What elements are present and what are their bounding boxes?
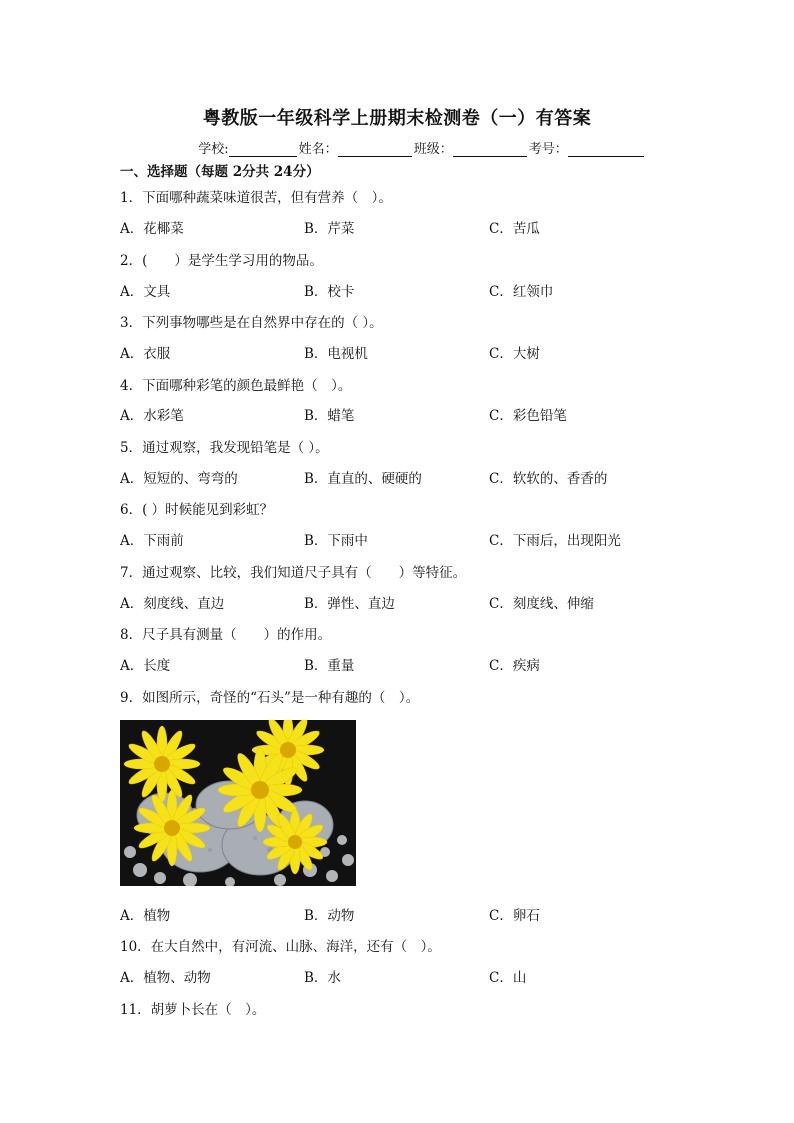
q2-option-b[interactable]: B．校卡 [304,284,355,300]
question-8: 8．尺子具有测量（ ）的作用。 [120,627,332,643]
number-blank[interactable] [568,142,644,157]
question-1: 1．下面哪种蔬菜味道很苦，但有营养（ ）。 [120,190,392,206]
question-9: 9．如图所示，奇怪的“石头”是一种有趣的（ ）。 [120,690,420,706]
student-info-row [0,138,794,157]
q8-option-b[interactable]: B．重量 [304,658,355,674]
school-field [198,138,298,157]
q9-option-b[interactable]: B．动物 [304,908,355,924]
question-7: 7．通过观察、比较，我们知道尺子具有（ ）等特征。 [120,565,467,581]
question-5: 5．通过观察，我发现铅笔是（ ）。 [120,440,329,456]
class-blank[interactable] [453,142,527,157]
page-title: 粤教版一年级科学上册期末检测卷（一）有答案 [202,108,592,129]
q3-option-b[interactable]: B．电视机 [304,346,368,362]
school-label: 学校: [198,142,229,157]
q1-option-b[interactable]: B．芹菜 [304,221,355,237]
class-field [414,138,529,157]
q3-option-a[interactable]: A．衣服 [120,346,171,362]
q10-option-b[interactable]: B．水 [304,970,341,986]
q6-option-b[interactable]: B．下雨中 [304,533,368,549]
q6-option-a[interactable]: A．下雨前 [120,533,184,549]
name-blank[interactable] [338,142,412,157]
q9-option-c[interactable]: C．卵石 [489,908,540,924]
q10-option-a[interactable]: A．植物、动物 [120,970,211,986]
q4-option-a[interactable]: A．水彩笔 [120,408,184,424]
name-field [299,138,414,157]
school-blank[interactable] [229,142,297,157]
section-heading: 一、选择题（每题 2分共 24分） [120,164,320,180]
q2-option-a[interactable]: A．文具 [120,284,171,300]
q4-option-c[interactable]: C．彩色铅笔 [489,408,567,424]
q5-option-b[interactable]: B．直直的、硬硬的 [304,471,422,487]
q5-option-c[interactable]: C．软软的、香香的 [489,471,608,487]
question-10: 10．在大自然中，有河流、山脉、海洋，还有（ ）。 [120,939,441,955]
q6-option-c[interactable]: C．下雨后，出现阳光 [489,533,621,549]
living-stones-photo [120,720,356,886]
name-label: 姓名： [298,142,338,157]
q3-option-c[interactable]: C．大树 [489,346,540,362]
question-4: 4．下面哪种彩笔的颜色最鲜艳（ ）。 [120,378,352,394]
question-3: 3．下列事物哪些是在自然界中存在的（ ）。 [120,315,383,331]
q8-option-a[interactable]: A．长度 [120,658,171,674]
q1-option-c[interactable]: C．苦瓜 [489,221,540,237]
q2-option-c[interactable]: C．红领巾 [489,284,554,300]
q7-option-c[interactable]: C．刻度线、伸缩 [489,596,594,612]
question-11: 11．胡萝卜长在（ ）。 [120,1002,266,1018]
q10-option-c[interactable]: C．山 [489,970,527,986]
question-2: 2．( ）是学生学习用的物品。 [120,253,323,269]
q5-option-a[interactable]: A．短短的、弯弯的 [120,471,238,487]
q7-option-b[interactable]: B．弹性、直边 [304,596,395,612]
q9-option-a[interactable]: A．植物 [120,908,171,924]
q8-option-c[interactable]: C．疾病 [489,658,540,674]
number-label: 考号： [528,142,568,157]
question-6: 6．( ）时候能见到彩虹？ [120,502,274,518]
number-field [529,138,646,157]
q1-option-a[interactable]: A．花椰菜 [120,221,184,237]
class-label: 班级： [413,142,453,157]
q4-option-b[interactable]: B．蜡笔 [304,408,355,424]
q7-option-a[interactable]: A．刻度线、直边 [120,596,225,612]
